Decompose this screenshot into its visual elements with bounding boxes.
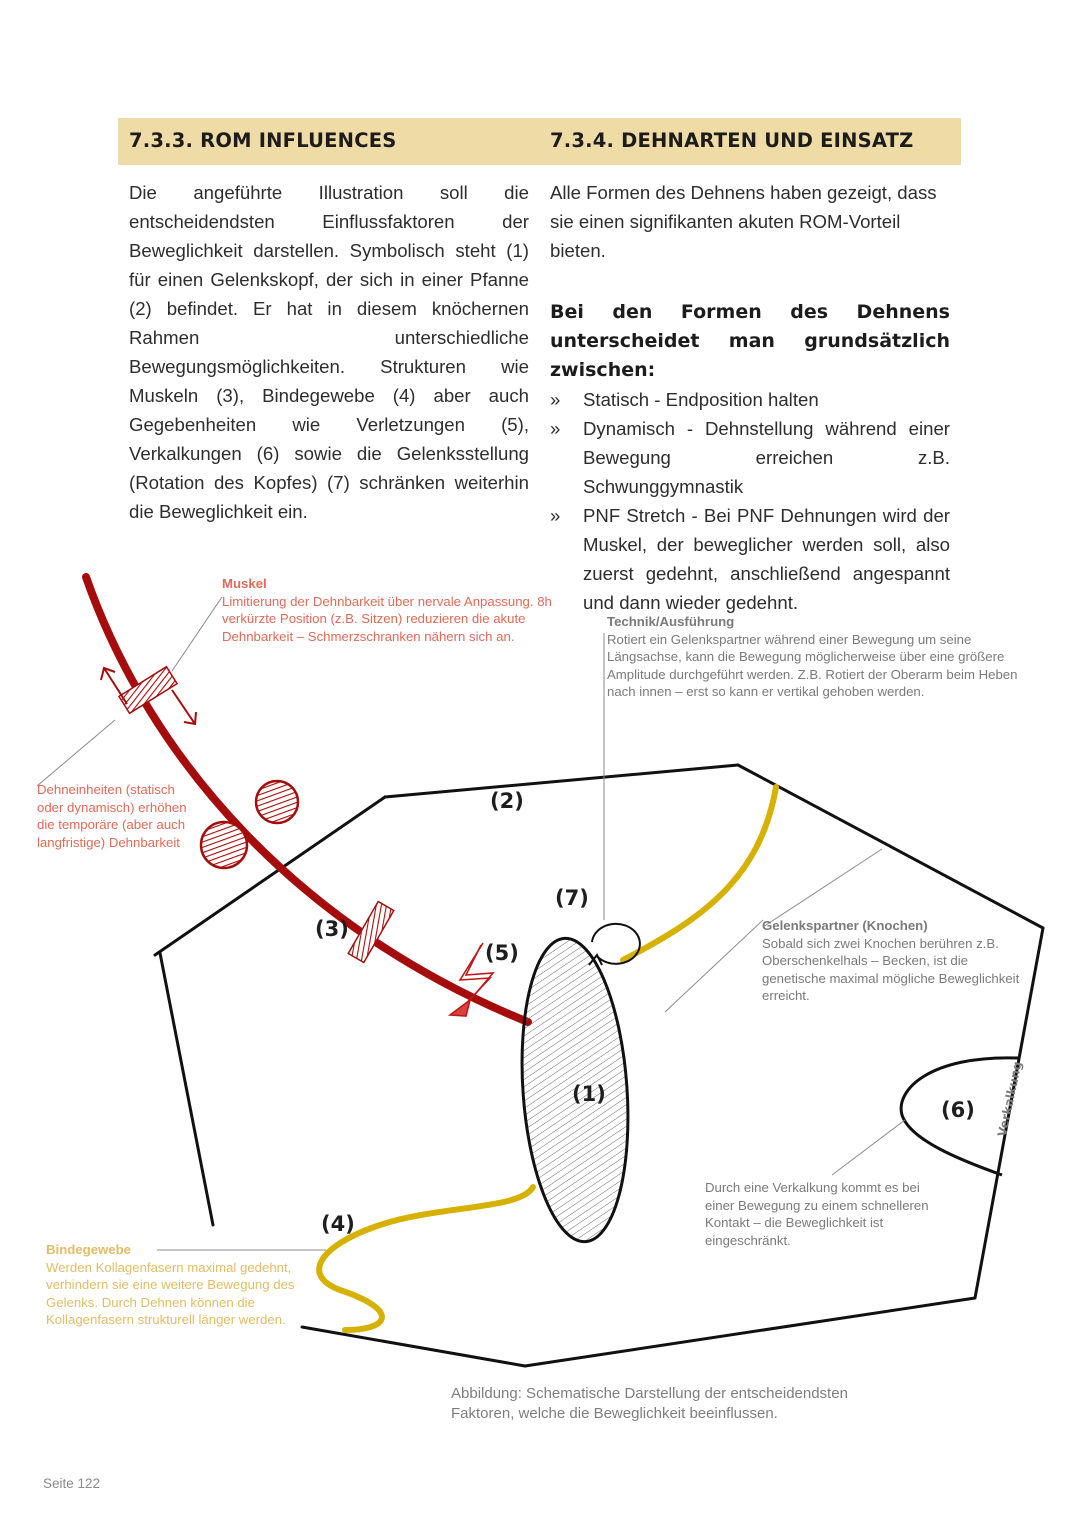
list-item: » Dynamisch - Dehnstellung während einer Bewegung erreichen z.B. Schwunggymnastik <box>550 414 950 501</box>
annotation-muskel-title: Muskel <box>222 576 267 591</box>
heading-rom-influences: 7.3.3. ROM INFLUENCES <box>129 129 397 152</box>
figure-caption: Abbildung: Schematische Darstellung der entscheidendsten Faktoren, welche die Beweglichkeit beeinflussen. <box>451 1385 848 1422</box>
annotation-bindegewebe: Bindegewebe Werden Kollagenfasern maximal gedehnt, verhindern sie eine weitere Bewegung des Gelenks. Durch Dehnen können die Kollagenfasern strukturell länger werden. <box>46 1241 308 1329</box>
connective-tissue-lower <box>319 1187 533 1330</box>
list-item: » Statisch - Endposition halten <box>550 385 950 414</box>
heading-dehnarten: 7.3.4. DEHNARTEN UND EINSATZ <box>550 129 914 152</box>
bullet-marker: » <box>550 505 561 526</box>
label-joint-head: (1) <box>572 1082 606 1106</box>
stretch-session-dot-1 <box>256 781 298 823</box>
dehnarten-intro: Alle Formen des Dehnens haben gezeigt, dass sie einen signifikanten akuten ROM-Vorteil bieten. <box>550 182 937 261</box>
annotation-muskel: Muskel Limitierung der Dehnbarkeit über nervale Anpassung. 8h verkürzte Position (z.B. Sitzen) reduzieren die akute Dehnbarkeit – Schmerzschranken nähern sich an. <box>222 575 562 645</box>
label-socket: (2) <box>490 789 524 813</box>
label-rotation: (7) <box>555 886 589 910</box>
label-injury: (5) <box>485 941 519 965</box>
connective-tissue-upper <box>623 787 776 960</box>
list-item: » PNF Stretch - Bei PNF Dehnungen wird der Muskel, der beweglicher werden soll, also zuerst gedehnt, anschließend angespannt und dann wieder gedehnt. <box>550 501 950 617</box>
annotation-gelenkspartner: Gelenkspartner (Knochen) Sobald sich zwei Knochen berühren z.B. Oberschenkelhals – Becken, ist die genetische maximal mögliche Beweglichkeit erreicht. <box>762 917 1022 1005</box>
dehnarten-lead: Bei den Formen des Dehnens unterscheidet man grundsätzlich zwischen: <box>550 301 950 381</box>
annotation-bindegewebe-title: Bindegewebe <box>46 1242 132 1257</box>
label-muscle: (3) <box>315 917 349 941</box>
stretch-session-dot-2 <box>201 822 247 868</box>
rom-influences-body: Die angeführte Illustration soll die entscheidendsten Einflussfaktoren der Beweglichkeit darstellen. Symbolisch steht (1) für einen Gelenkskopf, der sich in einer Pfanne (2) befindet. Er hat in diesem knöchernen Rahmen unterschiedliche Bewegungsmöglichkeiten. Strukturen wie Muskeln (3), Bindegewebe (4) aber auch Gegebenheiten wie Verletzungen (5), Verkalkungen (6) sowie die Gelenksstellung (Rotation des Kopfes) (7) schränken weiterhin die Beweglichkeit ein. <box>129 182 529 522</box>
bullet-marker: » <box>550 389 561 410</box>
page-number: Seite 122 <box>43 1476 101 1491</box>
annotation-gelenkspartner-title: Gelenkspartner (Knochen) <box>762 918 928 933</box>
verkalkung-side-label: Verkalkung <box>995 1060 1025 1138</box>
annotation-technik: Technik/Ausführung Rotiert ein Gelenkspartner während einer Bewegung um seine Längsachse, kann die Bewegung möglicherweise über eine größere Amplitude durchgeführt werden. Z.B. Rotiert der Oberarm beim Heben nach innen – erst so kann er vertikal gehoben werden. <box>607 613 1037 701</box>
rotation-arrow-icon <box>589 924 640 965</box>
label-calcification: (6) <box>941 1098 975 1122</box>
annotation-verkalkung: Durch eine Verkalkung kommt es bei einer Bewegung zu einem schnelleren Kontakt – die Beweglichkeit ist eingeschränkt. <box>705 1180 929 1248</box>
annotation-technik-title: Technik/Ausführung <box>607 614 735 629</box>
bullet-marker: » <box>550 418 561 439</box>
label-connective-tissue: (4) <box>321 1212 355 1236</box>
annotation-dehneinheiten: Dehneinheiten (statisch oder dynamisch) erhöhen die temporäre (aber auch langfristige) Dehnbarkeit <box>37 782 187 850</box>
